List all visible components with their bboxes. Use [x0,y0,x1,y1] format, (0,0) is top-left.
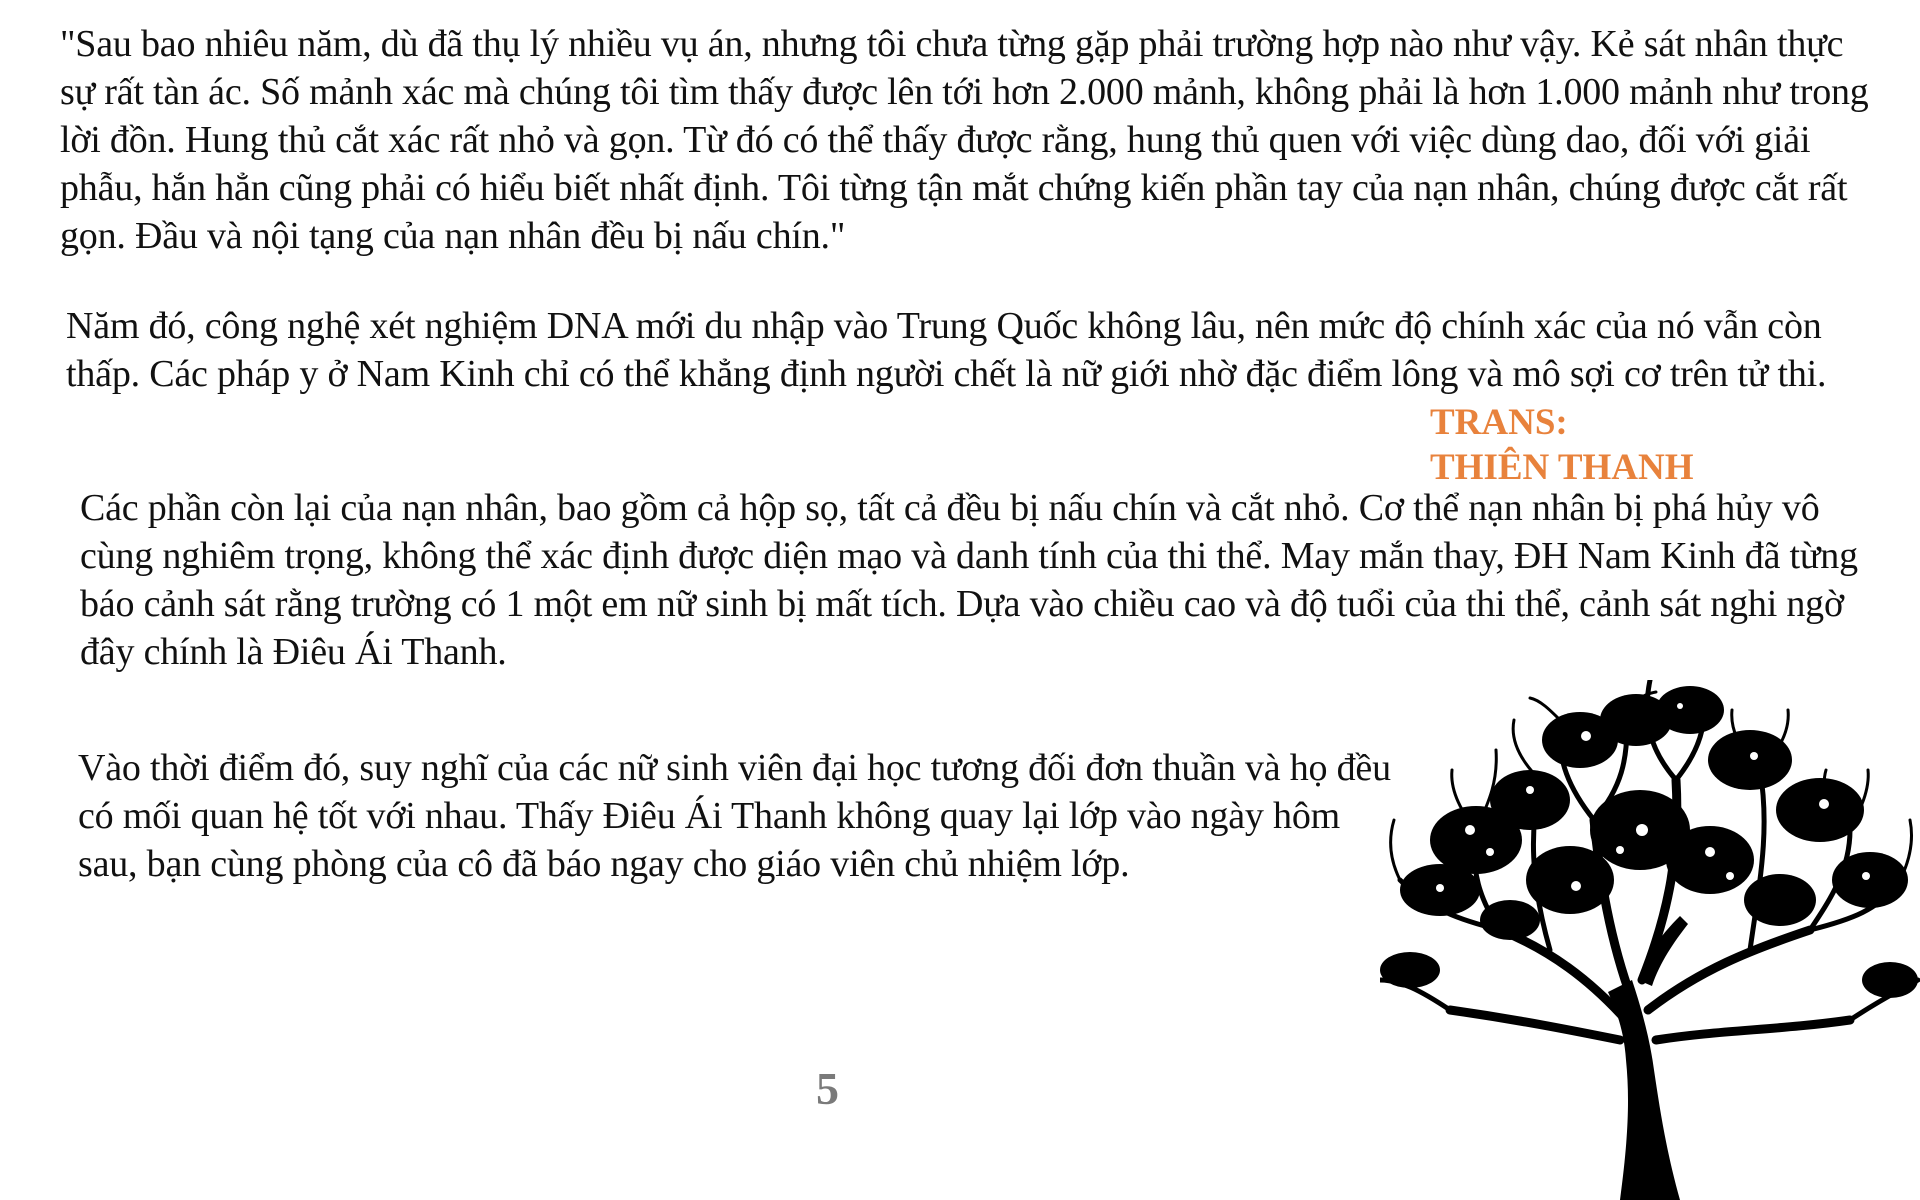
paragraph-remains: Các phần còn lại của nạn nhân, bao gồm cả hộp sọ, tất cả đều bị nấu chín và cắt nhỏ. Cơ thể nạn nhân bị phá hủy vô cùng nghiêm trọng, không thể xác định được diện mạo và danh tính của thi thể. May mắn thay, ĐH Nam Kinh đã từng báo cảnh sát rằng trường có 1 một em nữ sinh bị mất tích. Dựa vào chiều cao và độ tuổi của thi thể, cảnh sát nghi ngờ đây chính là Điêu Ái Thanh. [80,487,1858,673]
paragraph-roommate: Vào thời điểm đó, suy nghĩ của các nữ sinh viên đại học tương đối đơn thuần và họ đều có mối quan hệ tốt với nhau. Thấy Điêu Ái Thanh không quay lại lớp vào ngày hôm sau, bạn cùng phòng của cô đã báo ngay cho giáo viên chủ nhiệm lớp. [78,747,1391,885]
page-number: 5 [816,1063,839,1114]
tree-silhouette-icon [1380,680,1920,1200]
translator-credit [1430,400,1694,490]
credit-name: THIÊN THANH [1430,447,1694,488]
paragraph-quote: "Sau bao nhiêu năm, dù đã thụ lý nhiều vụ án, nhưng tôi chưa từng gặp phải trường hợp nào như vậy. Kẻ sát nhân thực sự rất tàn ác. Số mảnh xác mà chúng tôi tìm thấy được lên tới hơn 2.000 mảnh, không phải là hơn 1.000 mảnh như trong lời đồn. Hung thủ cắt xác rất nhỏ và gọn. Từ đó có thể thấy được rằng, hung thủ quen với việc dùng dao, đối với giải phẫu, hắn hẳn cũng phải có hiểu biết nhất định. Tôi từng tận mắt chứng kiến phần tay của nạn nhân, chúng được cắt rất gọn. Đầu và nội tạng của nạn nhân đều bị nấu chín." [60,23,1869,257]
credit-label: TRANS: [1430,402,1568,443]
paragraph-dna: Năm đó, công nghệ xét nghiệm DNA mới du nhập vào Trung Quốc không lâu, nên mức độ chính xác của nó vẫn còn thấp. Các pháp y ở Nam Kinh chỉ có thể khẳng định người chết là nữ giới nhờ đặc điểm lông và mô sợi cơ trên tử thi. [66,305,1827,395]
